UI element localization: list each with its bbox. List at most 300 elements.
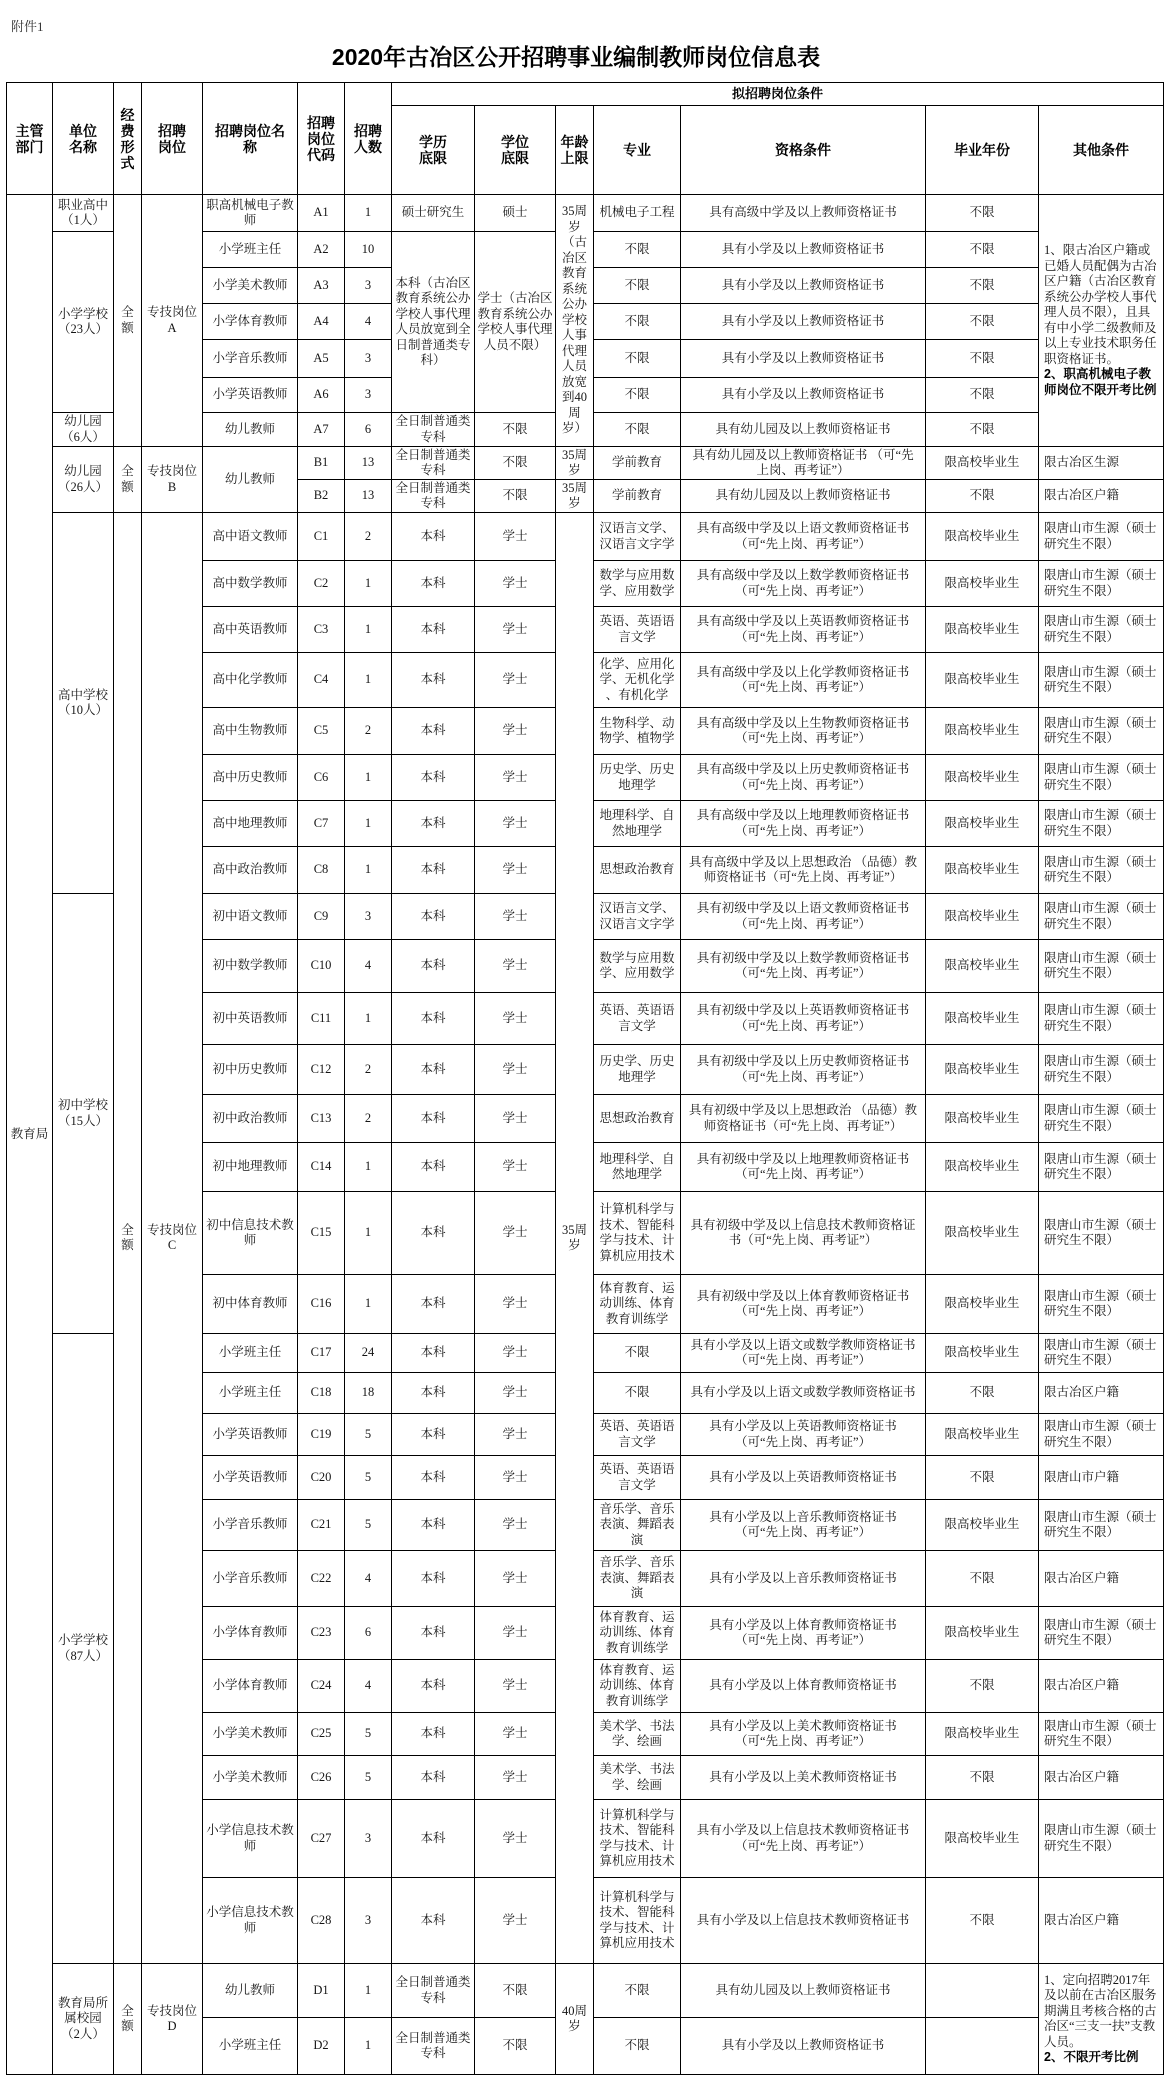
cell-qualification: 具有小学及以上美术教师资格证书 <box>681 1756 926 1800</box>
cell-other-conditions: 限唐山市生源（硕士研究生不限） <box>1039 1334 1164 1373</box>
cell-qualification: 具有初级中学及以上思想政治 （品德）教师资格证书（可“先上岗、再考证”） <box>681 1095 926 1143</box>
header-post-name-label: 招聘岗位名称 <box>214 122 285 155</box>
cell-education: 本科 <box>392 1334 475 1373</box>
cell-qualification: 具有高级中学及以上思想政治 （品德）教师资格证书（可“先上岗、再考证”） <box>681 847 926 894</box>
cell-post-name: 小学体育教师 <box>203 304 298 340</box>
cell-post-name: 小学班主任 <box>203 1373 298 1414</box>
cell-other-conditions: 限古冶区户籍 <box>1039 1756 1164 1800</box>
cell-post-code: C8 <box>298 847 345 894</box>
cell-funding: 全额 <box>114 447 142 513</box>
cell-post-name: 幼儿教师 <box>203 1964 298 2018</box>
cell-funding: 全额 <box>114 513 142 1964</box>
cell-headcount: 6 <box>345 413 392 447</box>
cell-headcount: 2 <box>345 708 392 755</box>
cell-funding: 全额 <box>114 195 142 447</box>
cell-other-conditions: 限唐山市生源（硕士研究生不限） <box>1039 1414 1164 1456</box>
table-row <box>7 447 1164 480</box>
cell-post-code: A1 <box>298 195 345 232</box>
header-education-label: 学历底限 <box>418 134 447 166</box>
cell-other-conditions <box>1039 195 1164 447</box>
cell-headcount: 4 <box>345 1551 392 1607</box>
table-row <box>7 513 1164 561</box>
cell-education: 本科 <box>392 653 475 708</box>
cell-grad-year: 限高校毕业生 <box>926 1414 1039 1456</box>
cell-degree: 学士 <box>475 708 556 755</box>
cell-headcount: 2 <box>345 513 392 561</box>
cell-education: 本科 <box>392 1373 475 1414</box>
cell-post-code: C26 <box>298 1756 345 1800</box>
cell-post-code: C17 <box>298 1334 345 1373</box>
cell-major: 数学与应用数学、应用数学 <box>594 940 681 993</box>
cell-degree: 学士 <box>475 1756 556 1800</box>
cell-major: 音乐学、音乐表演、舞蹈表演 <box>594 1551 681 1607</box>
cell-post-code: C3 <box>298 607 345 653</box>
header-post-name <box>203 83 298 195</box>
cell-headcount: 1 <box>345 1143 392 1192</box>
cell-headcount: 5 <box>345 1756 392 1800</box>
cell-degree: 学士 <box>475 1713 556 1756</box>
cell-major: 不限 <box>594 340 681 378</box>
cell-qualification: 具有高级中学及以上英语教师资格证书（可“先上岗、再考证”） <box>681 607 926 653</box>
cell-other-conditions: 限唐山市生源（硕士研究生不限） <box>1039 708 1164 755</box>
cell-post-code: C2 <box>298 561 345 607</box>
cell-other-conditions: 限古冶区户籍 <box>1039 1551 1164 1607</box>
cell-post-code: D1 <box>298 1964 345 2018</box>
cell-post-name: 初中体育教师 <box>203 1275 298 1334</box>
cell-education: 本科 <box>392 561 475 607</box>
cell-grad-year: 不限 <box>926 480 1039 513</box>
cell-post-code: C23 <box>298 1607 345 1660</box>
cell-grad-year: 限高校毕业生 <box>926 801 1039 847</box>
cell-post-type: 专技岗位A <box>142 195 203 447</box>
cell-post-code: C21 <box>298 1500 345 1551</box>
cell-post-type: 专技岗位D <box>142 1964 203 2075</box>
cell-post-code: C11 <box>298 993 345 1045</box>
cell-post-name: 小学信息技术教师 <box>203 1878 298 1964</box>
cell-major: 生物科学、动物学、植物学 <box>594 708 681 755</box>
cell-post-code: D2 <box>298 2018 345 2075</box>
cell-post-code: C7 <box>298 801 345 847</box>
cell-post-name: 小学体育教师 <box>203 1660 298 1713</box>
cell-post-name: 小学美术教师 <box>203 268 298 304</box>
cell-major: 数学与应用数学、应用数学 <box>594 561 681 607</box>
cell-qualification: 具有高级中学及以上数学教师资格证书（可“先上岗、再考证”） <box>681 561 926 607</box>
cell-post-name: 高中语文教师 <box>203 513 298 561</box>
cell-education: 本科 <box>392 607 475 653</box>
cell-headcount: 13 <box>345 447 392 480</box>
cell-qualification: 具有幼儿园及以上教师资格证书 <box>681 480 926 513</box>
cell-education: 本科 <box>392 1660 475 1713</box>
cell-other-conditions: 限古冶区户籍 <box>1039 1660 1164 1713</box>
cell-post-code: B1 <box>298 447 345 480</box>
cell-post-code: C5 <box>298 708 345 755</box>
cell-post-name: 小学音乐教师 <box>203 340 298 378</box>
cell-major: 体育教育、运动训练、体育教育训练学 <box>594 1275 681 1334</box>
cell-degree: 不限 <box>475 480 556 513</box>
cell-education: 本科 <box>392 1551 475 1607</box>
cell-education: 本科 <box>392 708 475 755</box>
cell-major: 英语、英语语言文学 <box>594 1456 681 1500</box>
cell-education: 全日制普通类专科 <box>392 413 475 447</box>
cell-post-name: 高中英语教师 <box>203 607 298 653</box>
cell-degree: 学士 <box>475 940 556 993</box>
cell-education: 本科 <box>392 1095 475 1143</box>
table-row <box>7 1964 1164 2018</box>
cell-headcount: 1 <box>345 607 392 653</box>
cell-degree: 学士 <box>475 561 556 607</box>
header-age-limit <box>556 106 594 195</box>
cell-degree: 学士 <box>475 513 556 561</box>
cell-grad-year: 不限 <box>926 413 1039 447</box>
cell-post-code: A7 <box>298 413 345 447</box>
cell-grad-year: 限高校毕业生 <box>926 708 1039 755</box>
cell-unit: 初中学校（15人） <box>53 894 114 1334</box>
cell-grad-year: 限高校毕业生 <box>926 1500 1039 1551</box>
header-grad-year: 毕业年份 <box>926 106 1039 195</box>
cell-other-conditions: 限唐山市户籍 <box>1039 1456 1164 1500</box>
cell-grad-year: 限高校毕业生 <box>926 1045 1039 1095</box>
cell-major: 不限 <box>594 1373 681 1414</box>
cell-post-name: 小学英语教师 <box>203 1456 298 1500</box>
cell-post-name: 小学班主任 <box>203 1334 298 1373</box>
cell-post-name: 小学美术教师 <box>203 1713 298 1756</box>
other-condition-1: 1、限古冶区户籍或已婚人员配偶为古冶区户籍（古冶区教育系统公办学校人事代理人员不限），且具有中小学二级教师及以上专业技术职务任职资格证书。 <box>1044 243 1157 366</box>
cell-major: 学前教育 <box>594 480 681 513</box>
cell-age-limit: 35周岁 <box>556 513 594 1964</box>
cell-education: 本科 <box>392 801 475 847</box>
cell-education: 全日制普通类专科 <box>392 2018 475 2075</box>
cell-qualification: 具有小学及以上教师资格证书 <box>681 2018 926 2075</box>
header-age-limit-label: 年龄上限 <box>560 134 589 166</box>
cell-education: 本科 <box>392 940 475 993</box>
cell-qualification: 具有小学及以上信息技术教师资格证书 <box>681 1878 926 1964</box>
cell-major: 不限 <box>594 304 681 340</box>
cell-grad-year: 不限 <box>926 195 1039 232</box>
cell-degree: 学士 <box>475 1095 556 1143</box>
cell-education: 本科 <box>392 993 475 1045</box>
cell-grad-year: 不限 <box>926 1756 1039 1800</box>
cell-headcount: 10 <box>345 232 392 268</box>
cell-grad-year: 限高校毕业生 <box>926 1275 1039 1334</box>
header-degree <box>475 106 556 195</box>
cell-degree: 学士 <box>475 607 556 653</box>
cell-grad-year: 不限 <box>926 340 1039 378</box>
header-major: 专业 <box>594 106 681 195</box>
cell-grad-year <box>926 2018 1039 2075</box>
cell-post-code: C19 <box>298 1414 345 1456</box>
cell-unit: 高中学校（10人） <box>53 513 114 894</box>
cell-qualification: 具有小学及以上教师资格证书 <box>681 340 926 378</box>
cell-grad-year: 限高校毕业生 <box>926 1095 1039 1143</box>
cell-education: 本科 <box>392 1500 475 1551</box>
cell-post-name: 初中语文教师 <box>203 894 298 940</box>
header-funding <box>114 83 142 195</box>
cell-degree: 硕士 <box>475 195 556 232</box>
header-dept-label: 主管部门 <box>15 122 44 155</box>
cell-post-name: 小学音乐教师 <box>203 1500 298 1551</box>
cell-major: 英语、英语语言文学 <box>594 1414 681 1456</box>
cell-grad-year: 限高校毕业生 <box>926 1607 1039 1660</box>
cell-post-code: C14 <box>298 1143 345 1192</box>
cell-degree: 不限 <box>475 413 556 447</box>
cell-unit: 职业高中（1人） <box>53 195 114 232</box>
cell-headcount: 4 <box>345 304 392 340</box>
cell-qualification: 具有初级中学及以上数学教师资格证书（可“先上岗、再考证”） <box>681 940 926 993</box>
cell-post-type: 专技岗位B <box>142 447 203 513</box>
cell-post-code: A2 <box>298 232 345 268</box>
cell-headcount: 4 <box>345 1660 392 1713</box>
cell-qualification: 具有幼儿园及以上教师资格证书 （可“先上岗、再考证”） <box>681 447 926 480</box>
cell-degree: 学士 <box>475 1456 556 1500</box>
cell-post-code: C6 <box>298 755 345 801</box>
cell-education: 本科 <box>392 755 475 801</box>
cell-headcount: 1 <box>345 755 392 801</box>
cell-post-name: 高中地理教师 <box>203 801 298 847</box>
cell-qualification: 具有初级中学及以上历史教师资格证书（可“先上岗、再考证”） <box>681 1045 926 1095</box>
cell-headcount: 1 <box>345 801 392 847</box>
cell-headcount: 5 <box>345 1500 392 1551</box>
cell-degree: 学士 <box>475 1878 556 1964</box>
cell-qualification: 具有高级中学及以上生物教师资格证书（可“先上岗、再考证”） <box>681 708 926 755</box>
header-conditions-group: 拟招聘岗位条件 <box>392 83 1164 106</box>
cell-post-name: 幼儿教师 <box>203 447 298 513</box>
cell-grad-year: 限高校毕业生 <box>926 940 1039 993</box>
cell-post-name: 小学英语教师 <box>203 378 298 413</box>
cell-headcount: 3 <box>345 340 392 378</box>
cell-major: 不限 <box>594 1334 681 1373</box>
cell-major: 地理科学、自然地理学 <box>594 1143 681 1192</box>
cell-other-conditions: 限唐山市生源（硕士研究生不限） <box>1039 1275 1164 1334</box>
cell-degree: 学士 <box>475 847 556 894</box>
cell-other-conditions: 限唐山市生源（硕士研究生不限） <box>1039 607 1164 653</box>
cell-grad-year: 限高校毕业生 <box>926 1713 1039 1756</box>
cell-education: 本科 <box>392 1756 475 1800</box>
cell-major: 不限 <box>594 1964 681 2018</box>
cell-grad-year <box>926 1964 1039 2018</box>
cell-education: 本科 <box>392 1045 475 1095</box>
cell-post-code: C22 <box>298 1551 345 1607</box>
cell-grad-year: 不限 <box>926 1373 1039 1414</box>
cell-qualification: 具有小学及以上教师资格证书 <box>681 304 926 340</box>
header-headcount-label: 招聘人数 <box>353 122 382 155</box>
cell-post-name: 小学体育教师 <box>203 1607 298 1660</box>
cell-qualification: 具有小学及以上教师资格证书 <box>681 268 926 304</box>
recruitment-table <box>6 82 1164 2075</box>
cell-major: 历史学、历史地理学 <box>594 755 681 801</box>
cell-qualification: 具有小学及以上英语教师资格证书 <box>681 1456 926 1500</box>
cell-major: 不限 <box>594 2018 681 2075</box>
cell-unit: 小学学校（87人） <box>53 1334 114 1964</box>
cell-headcount: 5 <box>345 1456 392 1500</box>
cell-post-name: 高中历史教师 <box>203 755 298 801</box>
attachment-label: 附件1 <box>11 19 44 34</box>
cell-major: 不限 <box>594 232 681 268</box>
cell-post-code: A3 <box>298 268 345 304</box>
cell-qualification: 具有幼儿园及以上教师资格证书 <box>681 413 926 447</box>
cell-post-name: 小学英语教师 <box>203 1414 298 1456</box>
cell-major: 音乐学、音乐表演、舞蹈表演 <box>594 1500 681 1551</box>
header-other-conditions: 其他条件 <box>1039 106 1164 195</box>
cell-education: 本科 <box>392 1713 475 1756</box>
cell-dept: 教育局 <box>7 195 53 2075</box>
other-condition-2: 2、不限开考比例 <box>1044 2050 1139 2064</box>
header-degree-label: 学位底限 <box>500 134 529 166</box>
cell-other-conditions: 限唐山市生源（硕士研究生不限） <box>1039 1095 1164 1143</box>
cell-education: 本科 <box>392 1414 475 1456</box>
cell-qualification: 具有高级中学及以上教师资格证书 <box>681 195 926 232</box>
cell-post-code: C24 <box>298 1660 345 1713</box>
table-row <box>7 195 1164 232</box>
cell-qualification: 具有小学及以上教师资格证书 <box>681 378 926 413</box>
cell-qualification: 具有小学及以上信息技术教师资格证书（可“先上岗、再考证”） <box>681 1800 926 1878</box>
cell-post-name: 初中政治教师 <box>203 1095 298 1143</box>
cell-other-conditions: 限唐山市生源（硕士研究生不限） <box>1039 894 1164 940</box>
cell-degree: 不限 <box>475 1964 556 2018</box>
cell-other-conditions: 限唐山市生源（硕士研究生不限） <box>1039 1500 1164 1551</box>
cell-qualification: 具有初级中学及以上信息技术教师资格证书（可“先上岗、再考证”） <box>681 1192 926 1275</box>
header-row <box>7 83 1164 106</box>
cell-other-conditions: 限唐山市生源（硕士研究生不限） <box>1039 847 1164 894</box>
cell-grad-year: 不限 <box>926 378 1039 413</box>
cell-other-conditions: 限唐山市生源（硕士研究生不限） <box>1039 561 1164 607</box>
cell-other-conditions: 限唐山市生源（硕士研究生不限） <box>1039 1713 1164 1756</box>
cell-post-code: C25 <box>298 1713 345 1756</box>
cell-education: 本科 <box>392 847 475 894</box>
cell-post-code: A5 <box>298 340 345 378</box>
cell-education: 本科 <box>392 1143 475 1192</box>
cell-grad-year: 不限 <box>926 304 1039 340</box>
cell-degree: 学士 <box>475 1800 556 1878</box>
cell-other-conditions: 限唐山市生源（硕士研究生不限） <box>1039 1192 1164 1275</box>
cell-major: 英语、英语语言文学 <box>594 993 681 1045</box>
cell-degree: 学士 <box>475 993 556 1045</box>
cell-degree: 学士 <box>475 1045 556 1095</box>
cell-major: 学前教育 <box>594 447 681 480</box>
cell-education: 本科 <box>392 1607 475 1660</box>
cell-grad-year: 限高校毕业生 <box>926 447 1039 480</box>
cell-post-name: 初中地理教师 <box>203 1143 298 1192</box>
cell-major: 历史学、历史地理学 <box>594 1045 681 1095</box>
cell-grad-year: 限高校毕业生 <box>926 1143 1039 1192</box>
header-post-type-label: 招聘岗位 <box>157 122 186 155</box>
cell-headcount: 1 <box>345 847 392 894</box>
cell-post-type: 专技岗位C <box>142 513 203 1964</box>
cell-qualification: 具有小学及以上体育教师资格证书 （可“先上岗、再考证”） <box>681 1607 926 1660</box>
cell-headcount: 4 <box>345 940 392 993</box>
cell-grad-year: 不限 <box>926 1878 1039 1964</box>
cell-post-code: C4 <box>298 653 345 708</box>
cell-post-code: A6 <box>298 378 345 413</box>
cell-qualification: 具有幼儿园及以上教师资格证书 <box>681 1964 926 2018</box>
cell-headcount: 1 <box>345 195 392 232</box>
cell-other-conditions: 限古冶区户籍 <box>1039 1373 1164 1414</box>
cell-degree: 学士 <box>475 1414 556 1456</box>
cell-degree: 学士 <box>475 755 556 801</box>
cell-education: 全日制普通类专科 <box>392 1964 475 2018</box>
header-qualification: 资格条件 <box>681 106 926 195</box>
cell-post-code: C27 <box>298 1800 345 1878</box>
cell-unit: 幼儿园（26人） <box>53 447 114 513</box>
cell-other-conditions: 限唐山市生源（硕士研究生不限） <box>1039 801 1164 847</box>
cell-education: 全日制普通类专科 <box>392 480 475 513</box>
cell-funding: 全额 <box>114 1964 142 2075</box>
cell-education: 本科 <box>392 513 475 561</box>
cell-grad-year: 不限 <box>926 232 1039 268</box>
cell-major: 不限 <box>594 268 681 304</box>
cell-education: 本科 <box>392 1456 475 1500</box>
cell-major: 英语、英语语言文学 <box>594 607 681 653</box>
cell-post-code: C15 <box>298 1192 345 1275</box>
header-unit <box>53 83 114 195</box>
other-condition-1: 1、定向招聘2017年及以前在古冶区服务期满且考核合格的古冶区“三支一扶”支教人员。 <box>1044 1972 1157 2049</box>
cell-unit: 教育局所属校园（2人） <box>53 1964 114 2075</box>
cell-qualification: 具有小学及以上体育教师资格证书 <box>681 1660 926 1713</box>
cell-major: 美术学、书法学、绘画 <box>594 1756 681 1800</box>
cell-degree: 不限 <box>475 2018 556 2075</box>
cell-other-conditions: 限唐山市生源（硕士研究生不限） <box>1039 993 1164 1045</box>
cell-education: 全日制普通类专科 <box>392 447 475 480</box>
cell-other-conditions: 限唐山市生源（硕士研究生不限） <box>1039 653 1164 708</box>
cell-post-name: 高中化学教师 <box>203 653 298 708</box>
cell-headcount: 1 <box>345 1964 392 2018</box>
cell-major: 不限 <box>594 413 681 447</box>
cell-qualification: 具有高级中学及以上化学教师资格证书（可“先上岗、再考证”） <box>681 653 926 708</box>
cell-education: 本科 <box>392 1192 475 1275</box>
cell-post-code: C20 <box>298 1456 345 1500</box>
cell-post-code: C9 <box>298 894 345 940</box>
cell-other-conditions: 限古冶区户籍 <box>1039 1878 1164 1964</box>
cell-post-code: C13 <box>298 1095 345 1143</box>
cell-post-code: A4 <box>298 304 345 340</box>
cell-other-conditions: 限唐山市生源（硕士研究生不限） <box>1039 1607 1164 1660</box>
header-funding-label: 经费形式 <box>120 106 135 171</box>
header-education <box>392 106 475 195</box>
header-post-code <box>298 83 345 195</box>
cell-unit: 幼儿园（6人） <box>53 413 114 447</box>
cell-post-code: C18 <box>298 1373 345 1414</box>
cell-major: 计算机科学与技术、智能科学与技术、计算机应用技术 <box>594 1878 681 1964</box>
cell-grad-year: 限高校毕业生 <box>926 1800 1039 1878</box>
cell-headcount: 2 <box>345 1095 392 1143</box>
cell-unit: 小学学校（23人） <box>53 232 114 413</box>
cell-age-limit: 35周岁（古冶区教育系统公办学校人事代理人员放宽到40周岁） <box>556 195 594 447</box>
cell-post-name: 小学音乐教师 <box>203 1551 298 1607</box>
cell-degree: 学士 <box>475 1500 556 1551</box>
cell-other-conditions: 限唐山市生源（硕士研究生不限） <box>1039 1143 1164 1192</box>
cell-qualification: 具有高级中学及以上语文教师资格证书（可“先上岗、再考证”） <box>681 513 926 561</box>
cell-post-name: 初中信息技术教师 <box>203 1192 298 1275</box>
cell-other-conditions: 限唐山市生源（硕士研究生不限） <box>1039 513 1164 561</box>
cell-headcount: 3 <box>345 1800 392 1878</box>
header-post-code-label: 招聘岗位代码 <box>306 114 335 163</box>
cell-headcount: 1 <box>345 993 392 1045</box>
cell-education: 本科 <box>392 894 475 940</box>
cell-grad-year: 限高校毕业生 <box>926 755 1039 801</box>
cell-headcount: 6 <box>345 1607 392 1660</box>
cell-other-conditions: 限唐山市生源（硕士研究生不限） <box>1039 755 1164 801</box>
cell-degree: 学士 <box>475 1143 556 1192</box>
cell-post-name: 初中历史教师 <box>203 1045 298 1095</box>
cell-grad-year: 不限 <box>926 1660 1039 1713</box>
cell-grad-year: 限高校毕业生 <box>926 1334 1039 1373</box>
cell-major: 机械电子工程 <box>594 195 681 232</box>
cell-degree: 学士 <box>475 801 556 847</box>
cell-headcount: 2 <box>345 1045 392 1095</box>
cell-other-conditions: 限古冶区生源 <box>1039 447 1164 480</box>
cell-headcount: 3 <box>345 378 392 413</box>
cell-degree: 学士 <box>475 1373 556 1414</box>
cell-degree: 学士 <box>475 1192 556 1275</box>
